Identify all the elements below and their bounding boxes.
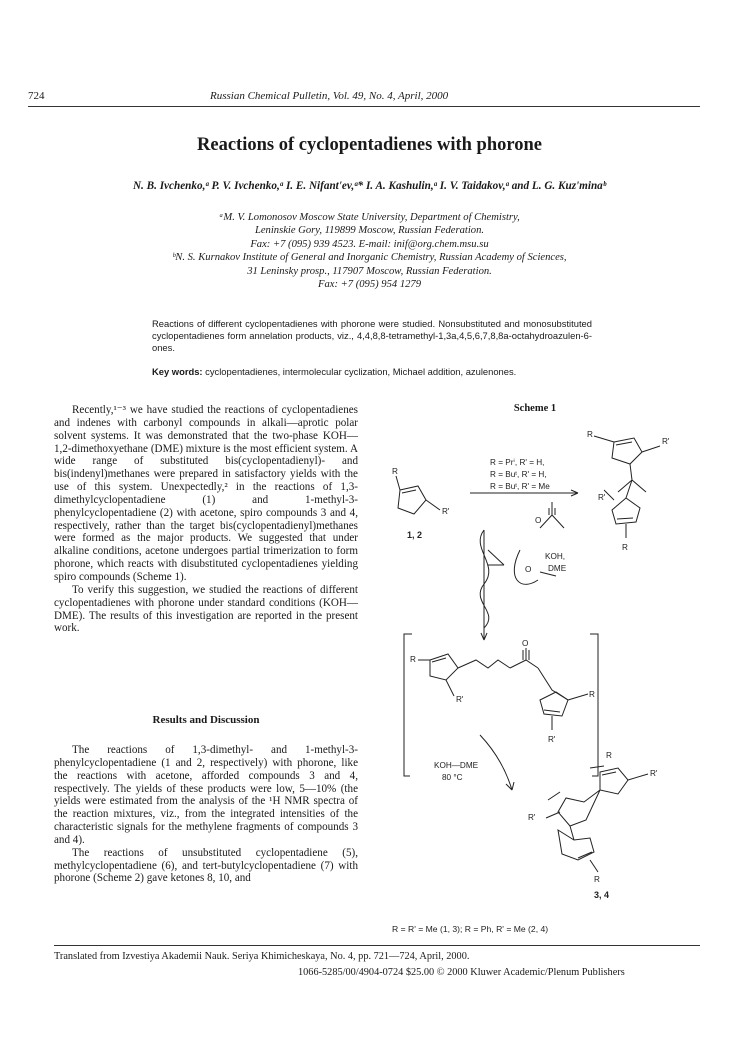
affiliation-line: Fax: +7 (095) 939 4523. E-mail: inif@org.chem.msu.su bbox=[250, 238, 489, 250]
copyright-line: 1066-5285/00/4904-0724 $25.00 © 2000 Kluwer Academic/Plenum Publishers bbox=[298, 967, 625, 978]
header-rule bbox=[28, 106, 700, 107]
affiliation-line: ᵃM. V. Lomonosov Moscow State University, Department of Chemistry, bbox=[219, 212, 520, 223]
article-title: Reactions of cyclopentadienes with phorone bbox=[197, 135, 542, 155]
scheme-title: Scheme 1 bbox=[513, 403, 557, 414]
condition-1: R = Prⁱ, R' = H, bbox=[490, 458, 545, 467]
label-koh: KOH, bbox=[545, 552, 566, 561]
bracket-right bbox=[590, 634, 598, 776]
body-results bbox=[54, 744, 358, 885]
journal-header: Russian Chemical Pulletin, Vol. 49, No. 4, April, 2000 bbox=[210, 90, 449, 102]
label-rp-start: R' bbox=[442, 507, 450, 516]
label-r-spiro: R bbox=[606, 751, 612, 760]
affiliations bbox=[0, 211, 739, 291]
label-rp-spiro: R' bbox=[650, 769, 658, 778]
label-o-intermediate: O bbox=[522, 639, 529, 648]
condition-3: R = Buᵗ, R' = Me bbox=[490, 482, 550, 491]
keywords-text: cyclopentadienes, intermolecular cyclization, Michael addition, azulenones. bbox=[205, 366, 517, 377]
spiro-ring-bottom bbox=[558, 830, 594, 860]
label-compounds-3-4: 3, 4 bbox=[594, 890, 610, 900]
cyclopentadiene-ring bbox=[398, 486, 426, 514]
affiliation-line: Leninskie Gory, 119899 Moscow, Russian Federation. bbox=[254, 225, 485, 237]
label-koh-dme: KOH—DME bbox=[434, 761, 479, 770]
intermediate-ring-1 bbox=[430, 654, 458, 680]
spiro-ring-top bbox=[600, 768, 628, 794]
label-r-product: R bbox=[587, 430, 593, 439]
condition-2: R = Buᵗ, R' = H, bbox=[490, 470, 547, 479]
section-heading: Results and Discussion bbox=[152, 714, 260, 726]
label-rp-intermediate-2: R' bbox=[548, 735, 556, 744]
translation-note: Translated from Izvestiya Akademii Nauk. Seriya Khimicheskaya, No. 4, pp. 721—724, April, 2000. bbox=[54, 951, 470, 962]
author-list: N. B. Ivchenko,ᵃ P. V. Ivchenko,ᵃ I. E. Nifant'ev,ᵃ* I. A. Kashulin,ᵃ I. V. Taidakov,ᵃ and L. G. Kuz'minaᵇ bbox=[132, 180, 607, 192]
keywords bbox=[152, 366, 612, 377]
label-r-start: R bbox=[392, 467, 398, 476]
spiro-core bbox=[558, 790, 600, 826]
paragraph-2: To verify this suggestion, we studied the reactions of different cyclopentadienes with phorone under standard conditions (KOH—DME). The results of this investigation are reported in the present work. bbox=[54, 583, 358, 635]
scheme-1-diagram bbox=[380, 418, 705, 943]
label-o-phorone: O bbox=[525, 565, 532, 574]
product-ring-top bbox=[612, 438, 642, 464]
label-r-product-2: R bbox=[622, 543, 628, 552]
label-r-spiro-2: R bbox=[594, 875, 600, 884]
paragraph-3: The reactions of 1,3-dimethyl- and 1-methyl-3-phenylcyclopentadiene (1 and 2, respectively) with phorone, like the reactions with acetone, afforded compounds 3 and 4, respectively. The yields of these products were low, 5—10% (the yields were estimated from the analysis of the ¹H NMR spectra of the reaction mixtures, viz., from the integrated intensities of the characteristic signals for the methylene fragments of compounds 3 and 4). bbox=[54, 744, 358, 846]
footer-rule bbox=[54, 945, 700, 946]
scheme-legend: R = R' = Me (1, 3); R = Ph, R' = Me (2, 4) bbox=[392, 924, 549, 934]
paragraph-1: Recently,¹⁻³ we have studied the reactions of cyclopentadienes and indenes with carbonyl compounds in alkali—aprotic polar solvent systems. It was demonstrated that the two-phase KOH—1,2-dimethoxyethane (DME) mixture is the most efficient system. A wide range of substituted bis(cyclopentadienyl)- and bis(indenyl)methanes were prepared in satisfactory yields with the use of this system. Unexpectedly,² in the reactions of 1,3-dimethylcyclopentadiene (1) and 1-methyl-3-phenylcyclopentadiene (2) with acetone, spiro compounds 3 and 4, respectively, rather than the target bis(cyclopentadienyl)methanes were formed as the major products. We suggested that under alkaline conditions, acetone undergoes partial trimerization to form phorone, which reacts with disubstituted cyclopentadienes yielding spiro compounds (Scheme 1). bbox=[54, 404, 358, 583]
label-temperature: 80 °C bbox=[442, 773, 463, 782]
intermediate-ring-2 bbox=[540, 692, 568, 716]
label-r-intermediate-2: R bbox=[589, 690, 595, 699]
page-number: 724 bbox=[28, 90, 45, 102]
acetone-structure bbox=[540, 502, 564, 528]
label-rp-spiro-2: R' bbox=[528, 813, 536, 822]
label-rp-product: R' bbox=[662, 437, 670, 446]
paragraph-4: The reactions of unsubstituted cyclopentadiene (5), methylcyclopentadiene (6), and tert-butylcyclopentadiene (7) with phorone (Scheme 2) gave ketones 8, 10, and bbox=[54, 846, 358, 885]
label-dme: DME bbox=[548, 564, 567, 573]
affiliation-line: 31 Leninsky prosp., 117907 Moscow, Russian Federation. bbox=[247, 265, 492, 277]
label-rp-intermediate: R' bbox=[456, 695, 464, 704]
affiliation-line: Fax: +7 (095) 954 1279 bbox=[317, 279, 422, 291]
label-compounds-1-2: 1, 2 bbox=[407, 530, 423, 540]
keywords-label: Key words: bbox=[152, 366, 203, 377]
body-intro bbox=[54, 404, 358, 635]
abstract: Reactions of different cyclopentadienes with phorone were studied. Nonsubstituted and monosubstituted cyclopentadienes form annelation products, viz., 4,4,8,8-tetramethyl-1,3a,4,5,6,7,8,8a-octahydroazulen-6-ones. bbox=[152, 318, 592, 354]
label-o-acetone: O bbox=[535, 516, 542, 525]
affiliation-line: ᵇN. S. Kurnakov Institute of General and Inorganic Chemistry, Russian Academy of Sciences, bbox=[172, 252, 567, 264]
label-r-intermediate: R bbox=[410, 655, 416, 664]
product-ring-bottom bbox=[612, 498, 640, 524]
bracket-left bbox=[404, 690, 410, 776]
label-rp-product-2: R' bbox=[598, 493, 606, 502]
